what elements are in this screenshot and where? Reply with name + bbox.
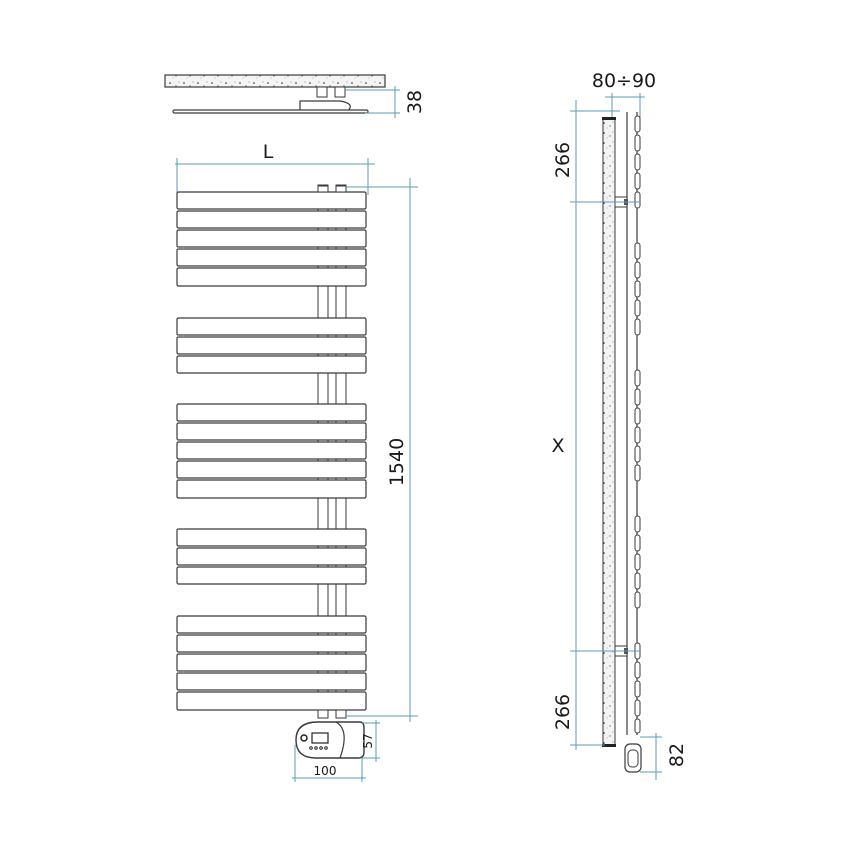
bar-group-4: [177, 529, 366, 584]
bracket-right: [335, 87, 345, 97]
thermostat-depth-label: 82: [666, 742, 688, 768]
bar-group-5: [177, 616, 366, 710]
side-view: [551, 70, 688, 780]
thermostat-control: [292, 720, 380, 782]
top-view: [165, 75, 426, 118]
height-label: 1540: [386, 437, 408, 487]
bottom-bracket-label: 266: [552, 693, 574, 731]
wall-section: [165, 75, 385, 87]
radiator-plate: [173, 110, 368, 113]
bar-group-3: [177, 404, 366, 498]
top-bracket-label: 266: [552, 141, 574, 179]
bracket-left: [317, 87, 327, 97]
middle-distance-label: X: [551, 435, 565, 457]
bar-group-1: [177, 192, 366, 286]
bar-group-2: [177, 318, 366, 373]
wall-distance-label: 80÷90: [591, 70, 657, 92]
width-label: L: [262, 141, 274, 163]
wall-column: [603, 118, 615, 746]
front-view: [177, 185, 366, 718]
thermostat-height-label: 57: [361, 733, 375, 749]
display-screen: [312, 733, 328, 743]
depth-label: 38: [404, 89, 426, 115]
thermostat-width-label: 100: [313, 764, 337, 778]
